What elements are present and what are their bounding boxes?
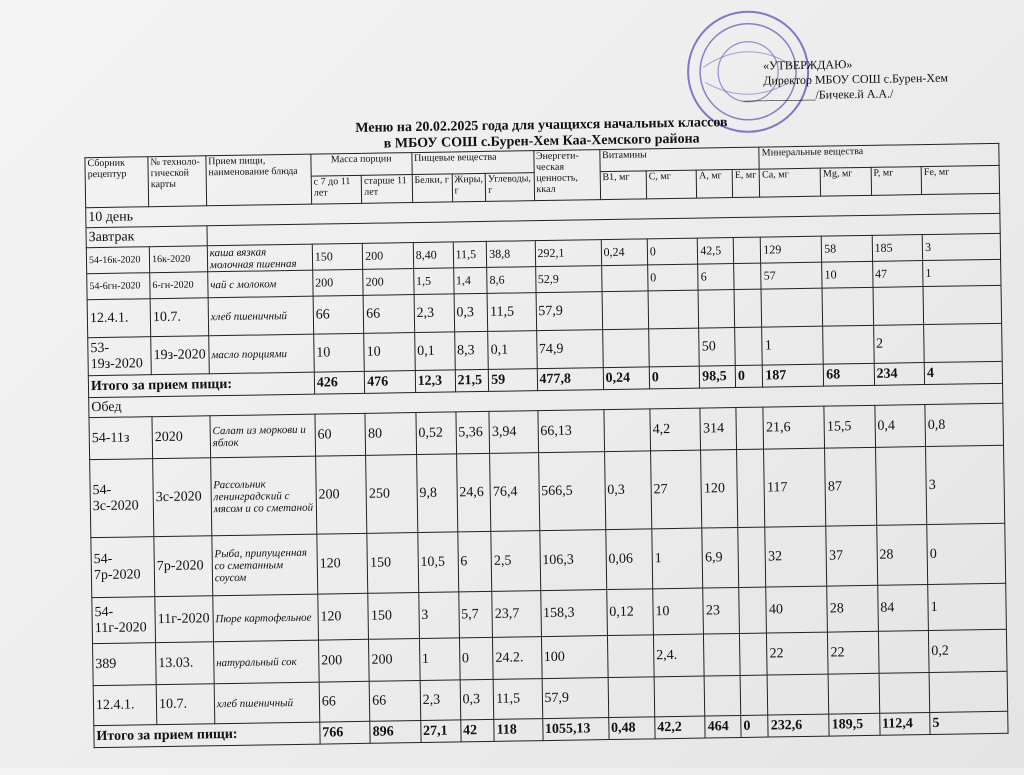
cell-p: 0,4 [875, 405, 926, 448]
cell-ca [761, 288, 823, 327]
cell-carbs: 11,5 [493, 679, 542, 720]
cell-ca: 57 [761, 262, 822, 289]
cell-a: 6 [698, 264, 734, 291]
header-minerals: Минеральные вещества [759, 143, 999, 169]
cell-p: 28 [876, 525, 927, 586]
cell-fat: 6 [457, 531, 492, 592]
cell-mass-a: 66 [319, 681, 370, 722]
cell-protein: 2,3 [420, 680, 461, 721]
cell-e [739, 587, 767, 633]
cell-protein: 2,3 [414, 294, 454, 333]
cell-mass-a: 120 [318, 593, 369, 640]
cell-tech-card: 11г-2020 [155, 596, 213, 643]
header-a: A, мг [696, 170, 732, 199]
cell-ca: 22 [767, 632, 829, 675]
cell-collection: 54-7р-2020 [91, 537, 155, 598]
cell-mass-b: 250 [366, 455, 418, 534]
cell-fat: 24,6 [456, 453, 491, 532]
cell-p [875, 447, 927, 526]
cell-protein: 10,5 [418, 532, 459, 593]
cell-collection: 53-19з-2020 [88, 337, 152, 376]
cell-fat: 5,7 [458, 591, 492, 638]
cell-b1: 0,3 [604, 451, 651, 530]
header-mg: Mg, мг [820, 167, 871, 196]
cell-collection: 54-11г-2020 [92, 597, 156, 644]
cell-energy: 57,9 [536, 292, 603, 331]
total-value: 42,2 [655, 716, 706, 739]
cell-mass-b: 150 [367, 533, 418, 594]
cell-carbs: 24.2. [493, 637, 542, 680]
title-line-2: в МБОУ СОШ с.Бурен-Хем Каа-Хемского района [383, 131, 700, 152]
cell-mass-b: 200 [369, 639, 420, 682]
cell-p [879, 673, 930, 714]
cell-b1: 0,12 [606, 589, 653, 636]
cell-dish: хлеб пшеничный [208, 296, 314, 336]
cell-collection: 54-16к-2020 [86, 247, 149, 274]
cell-mass-a: 200 [313, 269, 364, 296]
cell-fat: 5,36 [456, 411, 490, 454]
document-page [82, 0, 1009, 775]
cell-fe [923, 285, 1001, 324]
cell-mg: 28 [827, 585, 878, 632]
cell-b1 [602, 291, 649, 330]
cell-mass-b: 10 [364, 333, 415, 372]
cell-energy: 57,9 [542, 678, 609, 719]
cell-b1: 0,06 [605, 529, 652, 590]
cell-a: 120 [701, 450, 738, 529]
header-carbs: Углеводы, г [485, 173, 534, 202]
cell-c [648, 290, 699, 329]
cell-collection: 54-3с-2020 [90, 459, 154, 538]
cell-mg: 10 [822, 261, 873, 288]
header-b1: B1, мг [600, 171, 647, 200]
cell-carbs: 0,1 [488, 331, 537, 370]
cell-mg: 22 [828, 631, 879, 674]
cell-tech-card: 7р-2020 [154, 536, 213, 597]
cell-protein: 1,5 [413, 268, 453, 295]
cell-mg: 58 [821, 235, 872, 262]
cell-mass-b: 80 [365, 413, 416, 456]
table-row [90, 445, 1005, 537]
total-value: 1055,13 [542, 718, 609, 741]
total-value: 21,5 [455, 369, 489, 392]
cell-mass-b: 150 [368, 593, 419, 640]
cell-fe: 0 [927, 523, 1006, 584]
cell-collection: 12.4.1. [87, 299, 151, 338]
cell-e [740, 675, 768, 715]
header-collection: Сборник рецептур [85, 157, 149, 208]
total-value: 187 [763, 364, 824, 387]
total-value: 4 [924, 361, 1002, 384]
cell-carbs: 2,5 [491, 531, 540, 592]
cell-b1 [604, 409, 651, 452]
total-value: 232,6 [768, 714, 829, 737]
total-value: 0,48 [608, 717, 655, 740]
cell-e [733, 237, 761, 263]
cell-dish: каша вязкая молочная пшенная [207, 244, 312, 272]
cell-tech-card: 10.7. [156, 684, 214, 725]
cell-ca [767, 674, 829, 715]
cell-c [649, 328, 700, 367]
cell-b1 [607, 635, 654, 678]
header-dish: Прием пищи, наименование блюда [206, 154, 312, 206]
cell-b1 [601, 265, 648, 292]
total-value: 464 [705, 715, 741, 738]
cell-a: 23 [703, 587, 739, 634]
total-value: 0 [741, 715, 769, 737]
header-mass: Масса порции [311, 153, 412, 177]
cell-mass-a: 120 [317, 533, 368, 594]
cell-mass-b: 200 [363, 269, 414, 296]
cell-fe: 3 [926, 445, 1005, 524]
cell-collection: 389 [93, 643, 157, 686]
cell-energy: 292,1 [535, 240, 602, 267]
cell-mass-a: 60 [315, 413, 366, 456]
cell-fe: 1 [928, 583, 1007, 630]
menu-table [84, 143, 1008, 748]
cell-mg: 37 [826, 525, 877, 586]
cell-energy: 52,9 [535, 266, 602, 293]
cell-mass-a: 200 [318, 639, 369, 682]
total-value: 68 [824, 363, 875, 386]
cell-fe [924, 323, 1002, 362]
header-ca: Ca, мг [760, 168, 821, 197]
cell-c: 4,2 [650, 408, 701, 451]
total-value: 27,1 [420, 720, 460, 743]
cell-ca: 21,6 [763, 406, 825, 449]
cell-tech-card: 2020 [152, 416, 210, 459]
cell-mass-b: 200 [363, 243, 414, 270]
cell-energy: 566,5 [538, 452, 605, 531]
total-value: 0,24 [603, 367, 650, 390]
cell-p: 47 [872, 261, 923, 288]
total-value: 189,5 [829, 713, 880, 736]
cell-mass-a: 10 [314, 333, 365, 372]
total-value: 766 [320, 721, 371, 744]
total-label: Итого за прием пищи: [88, 372, 314, 398]
cell-a [704, 633, 740, 676]
cell-fat: 0 [459, 637, 493, 680]
header-fe: Fe, мг [921, 165, 999, 194]
cell-dish: Рыба, припущенная со сметанным соусом [212, 534, 318, 596]
total-label: Итого за прием пищи: [94, 722, 320, 748]
total-value: 426 [314, 371, 365, 394]
header-protein: Белки, г [412, 174, 452, 203]
cell-energy: 74,9 [536, 330, 603, 369]
cell-e [735, 327, 763, 365]
cell-carbs: 3,94 [489, 411, 538, 454]
cell-c: 1 [652, 528, 703, 589]
cell-dish: натуральный сок [213, 640, 319, 684]
cell-protein: 3 [418, 592, 459, 639]
cell-fe [929, 671, 1007, 712]
cell-c: 27 [650, 450, 702, 529]
breakfast-label: Завтрак [86, 226, 207, 248]
total-value: 59 [488, 369, 537, 392]
cell-ca: 117 [764, 448, 826, 527]
cell-b1: 0,24 [601, 239, 648, 266]
cell-mass-b: 66 [369, 681, 420, 722]
cell-a [698, 290, 734, 329]
cell-a: 50 [699, 328, 735, 367]
total-value: 12,3 [415, 370, 455, 393]
header-vitamins: Витамины [600, 147, 760, 172]
cell-tech-card: 3с-2020 [153, 458, 212, 537]
header-nutrients: Пищевые вещества [412, 151, 534, 175]
header-energy: Энергети-ческая ценность, ккал [533, 150, 600, 201]
total-value: 234 [874, 363, 925, 386]
cell-c: 2,4. [653, 634, 704, 677]
header-c: C, мг [646, 170, 697, 199]
cell-carbs: 8,6 [487, 267, 536, 294]
cell-p [878, 631, 929, 674]
cell-dish: Пюре картофельное [213, 594, 319, 642]
cell-carbs: 23,7 [492, 591, 541, 638]
cell-fe: 1 [923, 259, 1001, 286]
cell-ca: 32 [765, 526, 827, 587]
cell-e [738, 527, 766, 587]
cell-mg: 87 [825, 447, 877, 526]
header-tech-card: № техноло-гической карты [148, 156, 207, 207]
total-value: 477,8 [537, 368, 604, 391]
cell-c [654, 676, 705, 717]
cell-dish: Салат из моркови и яблок [210, 414, 316, 458]
cell-protein: 1 [419, 638, 460, 681]
cell-a: 6,9 [702, 527, 739, 588]
total-value: 5 [930, 711, 1008, 734]
cell-energy: 66,13 [537, 410, 604, 453]
cell-carbs: 76,4 [490, 453, 540, 532]
cell-carbs: 38,8 [486, 241, 535, 268]
cell-dish: масло порциями [208, 334, 314, 374]
header-e: E, мг [732, 169, 760, 197]
cell-dish: Рассольник ленинградский с мясом и со сметаной [210, 456, 316, 536]
approval-block [703, 56, 948, 105]
cell-fat: 8,3 [454, 331, 488, 370]
cell-fe: 0,2 [929, 629, 1008, 672]
header-p: P, мг [871, 167, 922, 196]
cell-e [739, 633, 767, 675]
cell-ca: 1 [762, 326, 824, 365]
approval-heading: «УТВЕРЖДАЮ» [762, 57, 853, 73]
total-value: 112,4 [879, 713, 930, 736]
cell-tech-card: 10.7. [150, 298, 208, 337]
cell-fat: 1,4 [453, 267, 487, 294]
approval-signature: ____________/Бичеке.й А.А./ [743, 86, 894, 103]
cell-collection: 12.4.1. [93, 685, 157, 726]
cell-a: 42,5 [698, 238, 734, 265]
cell-fat: 11,5 [453, 241, 487, 268]
cell-tech-card: 13.03. [156, 642, 214, 685]
total-value: 42 [460, 719, 494, 742]
cell-mass-a: 150 [312, 243, 363, 270]
cell-c: 0 [647, 238, 698, 265]
cell-e [736, 407, 764, 449]
cell-dish: чай с молоком [207, 270, 312, 298]
cell-ca: 40 [766, 586, 828, 633]
total-value: 0 [735, 365, 763, 387]
lunch-label: Обед [89, 383, 1003, 417]
cell-tech-card: 16к-2020 [149, 246, 207, 273]
total-value: 0 [649, 366, 700, 389]
cell-e [734, 263, 762, 289]
cell-protein: 0,1 [414, 332, 454, 371]
cell-mass-a: 200 [315, 455, 367, 534]
total-value: 98,5 [700, 366, 736, 389]
cell-protein: 9,8 [416, 454, 457, 533]
cell-mass-a: 66 [313, 295, 364, 334]
cell-protein: 0,52 [416, 412, 457, 455]
cell-dish: хлеб пшеничный [214, 682, 320, 724]
cell-tech-card: 6-гн-2020 [150, 272, 208, 299]
cell-mg: 15,5 [824, 405, 875, 448]
cell-e [737, 449, 766, 527]
cell-c: 0 [648, 264, 699, 291]
cell-energy: 106,3 [539, 530, 606, 591]
cell-ca: 129 [761, 236, 822, 263]
cell-p [873, 287, 924, 326]
total-value: 476 [365, 371, 416, 394]
header-mass-b: старше 11 лет [361, 175, 412, 204]
total-value: 118 [494, 719, 543, 742]
cell-energy: 100 [541, 636, 608, 679]
title-line-1: Меню на 20.02.2025 года для учащихся начальных классов [355, 115, 728, 136]
cell-fat: 0,3 [460, 679, 494, 720]
cell-mg [828, 673, 879, 714]
cell-fat: 0,3 [454, 293, 488, 332]
cell-a: 314 [700, 408, 736, 451]
cell-tech-card: 19з-2020 [151, 336, 209, 375]
header-fat: Жиры, г [452, 173, 486, 202]
cell-mg [823, 325, 874, 364]
cell-fe: 0,8 [925, 403, 1004, 446]
cell-energy: 158,3 [540, 590, 607, 637]
cell-protein: 8,40 [413, 242, 453, 269]
total-value: 896 [370, 721, 421, 744]
cell-p: 185 [872, 235, 923, 262]
day-label: 10 день [86, 193, 1000, 227]
cell-mass-b: 66 [363, 295, 414, 334]
cell-collection: 54-11з [89, 417, 153, 460]
cell-collection: 54-6гн-2020 [87, 273, 150, 300]
cell-c: 10 [653, 588, 704, 635]
cell-e [734, 289, 762, 327]
header-mass-a: с 7 до 11 лет [311, 175, 362, 204]
cell-p: 2 [873, 325, 924, 364]
cell-b1 [608, 677, 655, 718]
approval-position: Директор МБОУ СОШ с.Бурен-Хем [763, 70, 949, 88]
cell-fe: 3 [922, 233, 1000, 260]
cell-b1 [602, 329, 649, 368]
cell-mg [822, 287, 873, 326]
cell-carbs: 11,5 [487, 293, 536, 332]
cell-a [704, 675, 740, 716]
cell-p: 84 [877, 585, 928, 632]
